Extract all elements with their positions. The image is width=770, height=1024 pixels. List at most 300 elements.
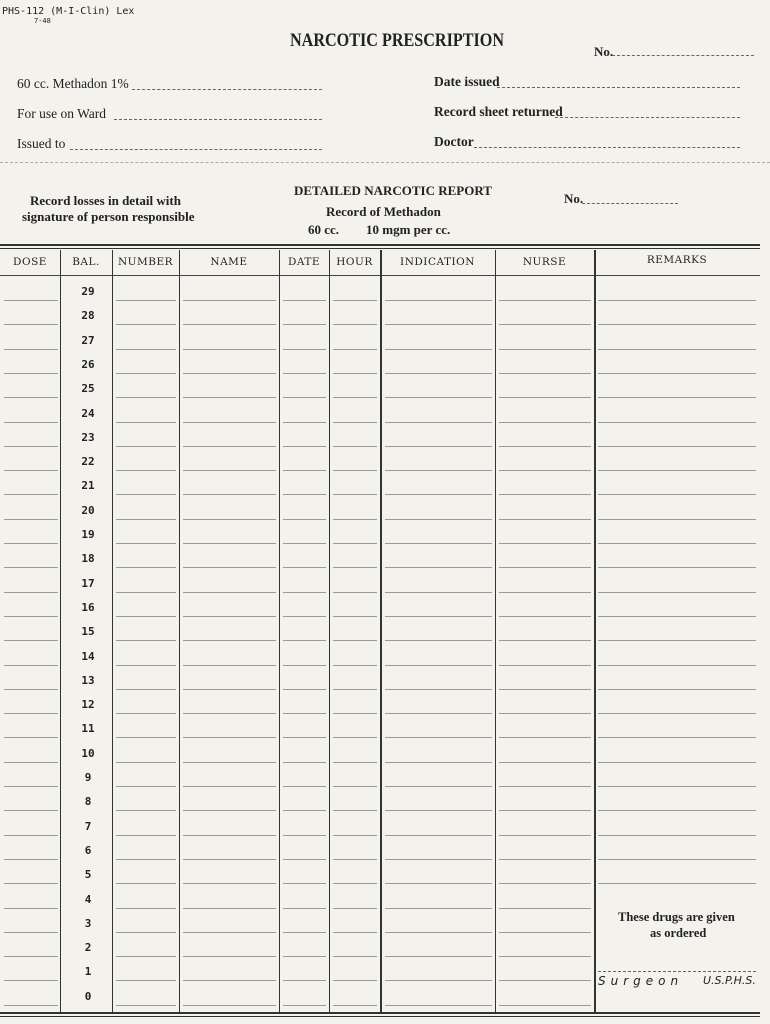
row-rule[interactable] xyxy=(183,567,276,568)
row-rule[interactable] xyxy=(183,810,276,811)
row-rule[interactable] xyxy=(598,737,756,738)
row-rule[interactable] xyxy=(283,397,326,398)
row-rule[interactable] xyxy=(385,956,492,957)
balance-value: 7 xyxy=(84,819,92,833)
row-rule[interactable] xyxy=(598,859,756,860)
row-rule[interactable] xyxy=(333,883,377,884)
row-rule[interactable] xyxy=(116,543,176,544)
row-rule[interactable] xyxy=(283,640,326,641)
row-rule[interactable] xyxy=(283,446,326,447)
row-rule[interactable] xyxy=(4,300,58,301)
row-rule[interactable] xyxy=(385,397,492,398)
row-rule[interactable] xyxy=(283,422,326,423)
row-rule[interactable] xyxy=(385,446,492,447)
row-rule[interactable] xyxy=(116,713,176,714)
row-rule[interactable] xyxy=(116,494,176,495)
row-rule[interactable] xyxy=(183,422,276,423)
record-returned-label: Record sheet returned xyxy=(434,104,563,119)
row-rule[interactable] xyxy=(116,786,176,787)
row-rule[interactable] xyxy=(4,1005,58,1006)
balance-value: 8 xyxy=(84,795,92,809)
row-rule[interactable] xyxy=(385,908,492,909)
row-rule[interactable] xyxy=(499,883,591,884)
row-rule[interactable] xyxy=(333,640,377,641)
row-rule[interactable] xyxy=(4,713,58,714)
row-rule[interactable] xyxy=(499,349,591,350)
row-rule[interactable] xyxy=(116,835,176,836)
col-divider xyxy=(279,250,280,1012)
row-rule[interactable] xyxy=(183,689,276,690)
row-rule[interactable] xyxy=(116,300,176,301)
row-rule[interactable] xyxy=(598,835,756,836)
row-rule[interactable] xyxy=(499,397,591,398)
row-rule[interactable] xyxy=(385,1005,492,1006)
row-rule[interactable] xyxy=(183,640,276,641)
row-rule[interactable] xyxy=(283,737,326,738)
row-rule[interactable] xyxy=(499,567,591,568)
balance-value: 1 xyxy=(84,965,92,979)
row-rule[interactable] xyxy=(333,786,377,787)
row-rule[interactable] xyxy=(499,665,591,666)
row-rule[interactable] xyxy=(4,762,58,763)
row-rule[interactable] xyxy=(598,762,756,763)
row-rule[interactable] xyxy=(283,616,326,617)
row-rule[interactable] xyxy=(4,689,58,690)
row-rule[interactable] xyxy=(4,616,58,617)
row-rule[interactable] xyxy=(499,908,591,909)
row-rule[interactable] xyxy=(4,592,58,593)
dosage-amount: 60 cc. xyxy=(308,222,340,237)
row-rule[interactable] xyxy=(283,349,326,350)
row-rule[interactable] xyxy=(283,956,326,957)
row-rule[interactable] xyxy=(116,689,176,690)
balance-value: 25 xyxy=(81,382,95,396)
balance-value: 17 xyxy=(81,576,95,590)
column-header-bal: BAL. xyxy=(72,256,100,268)
row-rule[interactable] xyxy=(385,835,492,836)
row-rule[interactable] xyxy=(283,543,326,544)
row-rule[interactable] xyxy=(385,373,492,374)
row-rule[interactable] xyxy=(333,932,377,933)
row-rule[interactable] xyxy=(183,737,276,738)
row-rule[interactable] xyxy=(598,689,756,690)
row-rule[interactable] xyxy=(333,494,377,495)
row-rule[interactable] xyxy=(116,422,176,423)
row-rule[interactable] xyxy=(283,713,326,714)
row-rule[interactable] xyxy=(4,665,58,666)
row-rule[interactable] xyxy=(333,980,377,981)
row-rule[interactable] xyxy=(333,616,377,617)
row-rule[interactable] xyxy=(283,519,326,520)
row-rule[interactable] xyxy=(283,786,326,787)
row-rule[interactable] xyxy=(598,446,756,447)
row-rule[interactable] xyxy=(4,446,58,447)
row-rule[interactable] xyxy=(333,373,377,374)
row-rule[interactable] xyxy=(183,835,276,836)
doctor-field[interactable] xyxy=(474,147,740,148)
row-rule[interactable] xyxy=(183,786,276,787)
row-rule[interactable] xyxy=(598,324,756,325)
row-rule[interactable] xyxy=(283,859,326,860)
row-rule[interactable] xyxy=(283,665,326,666)
row-rule[interactable] xyxy=(116,883,176,884)
row-rule[interactable] xyxy=(4,980,58,981)
column-header-dose: DOSE xyxy=(13,256,47,268)
row-rule[interactable] xyxy=(116,470,176,471)
balance-value: 0 xyxy=(84,989,92,1003)
row-rule[interactable] xyxy=(116,737,176,738)
remarks-note-line-2: as ordered xyxy=(650,926,707,940)
row-rule[interactable] xyxy=(283,324,326,325)
balance-value: 26 xyxy=(81,357,95,371)
row-rule[interactable] xyxy=(116,397,176,398)
row-rule[interactable] xyxy=(4,908,58,909)
balance-value: 18 xyxy=(81,552,95,566)
row-rule[interactable] xyxy=(499,1005,591,1006)
row-rule[interactable] xyxy=(385,324,492,325)
balance-value: 24 xyxy=(81,406,95,420)
row-rule[interactable] xyxy=(333,300,377,301)
row-rule[interactable] xyxy=(333,567,377,568)
row-rule[interactable] xyxy=(116,932,176,933)
row-rule[interactable] xyxy=(116,616,176,617)
row-rule[interactable] xyxy=(183,592,276,593)
form-date: 7-48 xyxy=(34,17,51,25)
row-rule[interactable] xyxy=(333,543,377,544)
row-rule[interactable] xyxy=(4,810,58,811)
row-rule[interactable] xyxy=(116,373,176,374)
row-rule[interactable] xyxy=(116,592,176,593)
row-rule[interactable] xyxy=(333,737,377,738)
row-rule[interactable] xyxy=(116,446,176,447)
row-rule[interactable] xyxy=(499,835,591,836)
balance-value: 22 xyxy=(81,455,95,469)
row-rule[interactable] xyxy=(116,349,176,350)
row-rule[interactable] xyxy=(183,300,276,301)
row-rule[interactable] xyxy=(333,956,377,957)
row-rule[interactable] xyxy=(598,810,756,811)
row-rule[interactable] xyxy=(183,324,276,325)
col-divider xyxy=(329,250,330,1012)
row-rule[interactable] xyxy=(385,349,492,350)
row-rule[interactable] xyxy=(183,397,276,398)
row-rule[interactable] xyxy=(598,349,756,350)
row-rule[interactable] xyxy=(333,397,377,398)
row-rule[interactable] xyxy=(333,324,377,325)
row-rule[interactable] xyxy=(4,859,58,860)
row-rule[interactable] xyxy=(183,349,276,350)
remarks-note-line-1: These drugs are given xyxy=(618,910,735,924)
row-rule[interactable] xyxy=(499,422,591,423)
row-rule[interactable] xyxy=(385,567,492,568)
balance-value: 12 xyxy=(81,698,95,712)
row-rule[interactable] xyxy=(183,859,276,860)
col-divider xyxy=(594,250,596,1012)
row-rule[interactable] xyxy=(4,373,58,374)
balance-value: 23 xyxy=(81,430,95,444)
balance-value: 16 xyxy=(81,600,95,614)
row-rule[interactable] xyxy=(183,762,276,763)
drug-field[interactable] xyxy=(132,89,322,90)
row-rule[interactable] xyxy=(4,835,58,836)
row-rule[interactable] xyxy=(598,422,756,423)
ward-field[interactable] xyxy=(114,119,322,120)
report-no-field[interactable] xyxy=(582,203,678,204)
row-rule[interactable] xyxy=(116,324,176,325)
row-rule[interactable] xyxy=(499,616,591,617)
row-rule[interactable] xyxy=(4,932,58,933)
row-rule[interactable] xyxy=(116,640,176,641)
row-rule[interactable] xyxy=(499,810,591,811)
row-rule[interactable] xyxy=(283,908,326,909)
row-rule[interactable] xyxy=(333,422,377,423)
row-rule[interactable] xyxy=(598,494,756,495)
column-header-remarks: REMARKS xyxy=(646,254,708,266)
row-rule[interactable] xyxy=(283,810,326,811)
row-rule[interactable] xyxy=(598,786,756,787)
row-rule[interactable] xyxy=(183,543,276,544)
row-rule[interactable] xyxy=(385,422,492,423)
row-rule[interactable] xyxy=(116,665,176,666)
row-rule[interactable] xyxy=(385,640,492,641)
ward-label: For use on Ward xyxy=(17,106,107,121)
row-rule[interactable] xyxy=(333,859,377,860)
row-rule[interactable] xyxy=(4,349,58,350)
row-rule[interactable] xyxy=(333,665,377,666)
row-rule[interactable] xyxy=(499,300,591,301)
row-rule[interactable] xyxy=(116,956,176,957)
row-rule[interactable] xyxy=(183,519,276,520)
service-label: U.S.P.H.S. xyxy=(703,974,756,987)
balance-value: 13 xyxy=(81,673,95,687)
row-rule[interactable] xyxy=(283,762,326,763)
row-rule[interactable] xyxy=(183,908,276,909)
row-rule[interactable] xyxy=(183,494,276,495)
balance-value: 4 xyxy=(84,892,92,906)
row-rule[interactable] xyxy=(4,543,58,544)
row-rule[interactable] xyxy=(598,883,756,884)
row-rule[interactable] xyxy=(116,519,176,520)
row-rule[interactable] xyxy=(598,397,756,398)
row-rule[interactable] xyxy=(333,810,377,811)
balance-value: 15 xyxy=(81,625,95,639)
row-rule[interactable] xyxy=(499,592,591,593)
row-rule[interactable] xyxy=(499,932,591,933)
report-subtitle: Record of Methadon xyxy=(326,204,441,219)
row-rule[interactable] xyxy=(4,640,58,641)
row-rule[interactable] xyxy=(499,956,591,957)
row-rule[interactable] xyxy=(385,810,492,811)
row-rule[interactable] xyxy=(183,713,276,714)
row-rule[interactable] xyxy=(598,713,756,714)
row-rule[interactable] xyxy=(4,397,58,398)
balance-value: 28 xyxy=(81,309,95,323)
row-rule[interactable] xyxy=(385,932,492,933)
row-rule[interactable] xyxy=(499,762,591,763)
table-bottom-border xyxy=(0,1012,760,1014)
row-rule[interactable] xyxy=(385,519,492,520)
row-rule[interactable] xyxy=(598,300,756,301)
column-header-date: DATE xyxy=(287,256,321,268)
row-rule[interactable] xyxy=(499,737,591,738)
row-rule[interactable] xyxy=(283,567,326,568)
row-rule[interactable] xyxy=(183,373,276,374)
row-rule[interactable] xyxy=(385,543,492,544)
row-rule[interactable] xyxy=(283,494,326,495)
row-rule[interactable] xyxy=(116,859,176,860)
row-rule[interactable] xyxy=(499,324,591,325)
balance-value: 20 xyxy=(81,503,95,517)
table-bottom-border-inner xyxy=(0,1016,760,1017)
row-rule[interactable] xyxy=(183,956,276,957)
row-rule[interactable] xyxy=(283,883,326,884)
row-rule[interactable] xyxy=(183,932,276,933)
surgeon-signature-field[interactable] xyxy=(598,971,756,972)
column-header-indication: INDICATION xyxy=(400,256,475,268)
row-rule[interactable] xyxy=(4,324,58,325)
instructions-line-2: signature of person responsible xyxy=(22,209,195,224)
row-rule[interactable] xyxy=(598,519,756,520)
balance-value: 19 xyxy=(81,528,95,541)
row-rule[interactable] xyxy=(283,932,326,933)
row-rule[interactable] xyxy=(385,470,492,471)
row-rule[interactable] xyxy=(499,543,591,544)
date-issued-label: Date issued xyxy=(434,74,500,89)
record-returned-field[interactable] xyxy=(555,117,740,118)
row-rule[interactable] xyxy=(116,980,176,981)
table-top-border xyxy=(0,244,760,246)
row-rule[interactable] xyxy=(598,567,756,568)
row-rule[interactable] xyxy=(4,567,58,568)
row-rule[interactable] xyxy=(283,980,326,981)
column-header-hour: HOUR xyxy=(336,256,373,268)
col-divider xyxy=(179,250,180,1012)
prescription-no-field[interactable] xyxy=(612,55,754,56)
row-rule[interactable] xyxy=(333,519,377,520)
col-divider xyxy=(380,250,382,1012)
row-rule[interactable] xyxy=(499,980,591,981)
col-divider xyxy=(495,250,496,1012)
row-rule[interactable] xyxy=(333,713,377,714)
row-rule[interactable] xyxy=(499,373,591,374)
row-rule[interactable] xyxy=(116,762,176,763)
row-rule[interactable] xyxy=(116,1005,176,1006)
col-divider xyxy=(112,250,113,1012)
row-rule[interactable] xyxy=(283,1005,326,1006)
row-rule[interactable] xyxy=(183,470,276,471)
row-rule[interactable] xyxy=(183,446,276,447)
row-rule[interactable] xyxy=(333,1005,377,1006)
row-rule[interactable] xyxy=(598,592,756,593)
row-rule[interactable] xyxy=(183,980,276,981)
row-rule[interactable] xyxy=(385,665,492,666)
row-rule[interactable] xyxy=(116,567,176,568)
row-rule[interactable] xyxy=(183,883,276,884)
row-rule[interactable] xyxy=(385,689,492,690)
row-rule[interactable] xyxy=(4,737,58,738)
row-rule[interactable] xyxy=(385,859,492,860)
col-divider xyxy=(60,250,61,1012)
instructions-line-1: Record losses in detail with xyxy=(30,193,181,208)
row-rule[interactable] xyxy=(598,640,756,641)
row-rule[interactable] xyxy=(385,592,492,593)
row-rule[interactable] xyxy=(499,519,591,520)
row-rule[interactable] xyxy=(116,810,176,811)
row-rule[interactable] xyxy=(499,470,591,471)
row-rule[interactable] xyxy=(4,786,58,787)
row-rule[interactable] xyxy=(183,1005,276,1006)
row-rule[interactable] xyxy=(385,762,492,763)
row-rule[interactable] xyxy=(499,859,591,860)
row-rule[interactable] xyxy=(4,883,58,884)
issued-to-field[interactable] xyxy=(70,149,322,150)
row-rule[interactable] xyxy=(385,883,492,884)
drug-line: 60 cc. Methadon 1% xyxy=(17,76,129,91)
row-rule[interactable] xyxy=(183,616,276,617)
row-rule[interactable] xyxy=(598,665,756,666)
row-rule[interactable] xyxy=(385,980,492,981)
row-rule[interactable] xyxy=(333,762,377,763)
row-rule[interactable] xyxy=(283,300,326,301)
row-rule[interactable] xyxy=(333,689,377,690)
row-rule[interactable] xyxy=(333,908,377,909)
row-rule[interactable] xyxy=(333,592,377,593)
date-issued-field[interactable] xyxy=(497,87,740,88)
row-rule[interactable] xyxy=(499,494,591,495)
row-rule[interactable] xyxy=(4,494,58,495)
row-rule[interactable] xyxy=(385,737,492,738)
row-rule[interactable] xyxy=(385,300,492,301)
row-rule[interactable] xyxy=(283,835,326,836)
row-rule[interactable] xyxy=(499,640,591,641)
row-rule[interactable] xyxy=(116,908,176,909)
row-rule[interactable] xyxy=(499,713,591,714)
row-rule[interactable] xyxy=(283,373,326,374)
issued-to-label: Issued to xyxy=(17,136,66,151)
row-rule[interactable] xyxy=(333,835,377,836)
row-rule[interactable] xyxy=(598,373,756,374)
row-rule[interactable] xyxy=(333,470,377,471)
row-rule[interactable] xyxy=(283,470,326,471)
row-rule[interactable] xyxy=(4,519,58,520)
row-rule[interactable] xyxy=(283,592,326,593)
row-rule[interactable] xyxy=(499,786,591,787)
row-rule[interactable] xyxy=(4,422,58,423)
row-rule[interactable] xyxy=(183,665,276,666)
balance-value: 14 xyxy=(81,649,95,663)
row-rule[interactable] xyxy=(598,543,756,544)
balance-value: 10 xyxy=(81,746,95,760)
balance-value: 3 xyxy=(84,916,92,930)
row-rule[interactable] xyxy=(4,470,58,471)
report-no-label: No. xyxy=(564,191,584,206)
balance-value: 6 xyxy=(84,843,92,857)
row-rule[interactable] xyxy=(4,956,58,957)
row-rule[interactable] xyxy=(333,349,377,350)
row-rule[interactable] xyxy=(333,446,377,447)
row-rule[interactable] xyxy=(499,446,591,447)
row-rule[interactable] xyxy=(385,494,492,495)
row-rule[interactable] xyxy=(598,470,756,471)
prescription-no-label: No. xyxy=(594,44,614,59)
row-rule[interactable] xyxy=(598,616,756,617)
row-rule[interactable] xyxy=(283,689,326,690)
row-rule[interactable] xyxy=(385,713,492,714)
row-rule[interactable] xyxy=(499,689,591,690)
perforation-line xyxy=(0,162,770,163)
row-rule[interactable] xyxy=(385,616,492,617)
row-rule[interactable] xyxy=(385,786,492,787)
